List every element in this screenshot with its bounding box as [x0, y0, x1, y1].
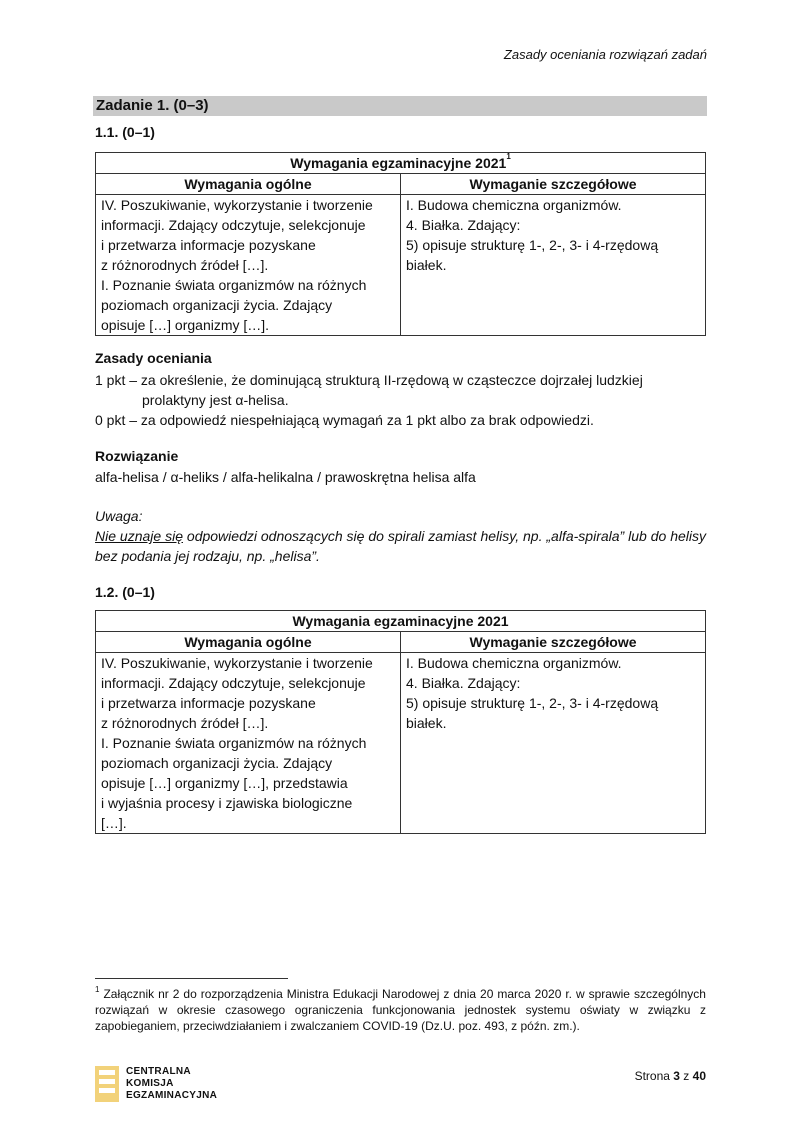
footnote-mark: 1	[95, 985, 100, 994]
solution-text: alfa-helisa / α-heliks / alfa-helikalna / prawoskrętna helisa alfa	[95, 469, 476, 485]
col-general-header: Wymagania ogólne	[96, 174, 401, 195]
col-specific-header: Wymaganie szczegółowe	[401, 632, 706, 653]
scoring-title: Zasady oceniania	[95, 350, 212, 366]
general-requirements-cell: IV. Poszukiwanie, wykorzystanie i tworzenie informacji. Zdający odczytuje, selekcjonuje i przetwarza informacje pozyskane z różnorodnych źródeł […]. I. Poznanie świata organizmów na różnych poziomach organizacji życia. Zdający opisuje […] organizmy […], przedstawia i wyjaśnia procesy i zjawiska biologiczne […].	[96, 653, 401, 834]
col-general-header: Wymagania ogólne	[96, 632, 401, 653]
col-specific-header: Wymaganie szczegółowe	[401, 174, 706, 195]
requirements-table-1-1	[95, 152, 706, 336]
score-0-rule: 0 pkt – za odpowiedź niespełniającą wymagań za 1 pkt albo za brak odpowiedzi.	[95, 412, 594, 428]
solution-title: Rozwiązanie	[95, 448, 179, 464]
scoring-rules	[95, 370, 706, 430]
table-title: Wymagania egzaminacyjne 2021$^1$	[96, 153, 706, 174]
task-title: Zadanie 1. (0–3)	[93, 96, 707, 116]
table-title: Wymagania egzaminacyjne 2021	[96, 611, 706, 632]
specific-requirements-cell: I. Budowa chemiczna organizmów. 4. Białka. Zdający: 5) opisuje strukturę 1-, 2-, 3- i 4-rzędową białek.	[401, 195, 706, 336]
note-title: Uwaga:	[95, 508, 143, 524]
cke-logo-text: CENTRALNA KOMISJA EGZAMINACYJNA	[126, 1066, 218, 1101]
page-number: Strona 3 z 40	[634, 1069, 706, 1083]
specific-requirements-cell: I. Budowa chemiczna organizmów. 4. Białka. Zdający: 5) opisuje strukturę 1-, 2-, 3- i 4-rzędową białek.	[401, 653, 706, 834]
general-requirements-cell: IV. Poszukiwanie, wykorzystanie i tworzenie informacji. Zdający odczytuje, selekcjonuje i przetwarza informacje pozyskane z różnorodnych źródeł […]. I. Poznanie świata organizmów na różnych poziomach organizacji życia. Zdający opisuje […] organizmy […].	[96, 195, 401, 336]
subtask-title-1-1: 1.1. (0–1)	[95, 124, 155, 140]
footnote-divider	[95, 978, 288, 979]
requirements-table-1-2	[95, 610, 706, 834]
subtask-title-1-2: 1.2. (0–1)	[95, 584, 155, 600]
cke-logo-icon	[95, 1066, 119, 1102]
score-1-rule: 1 pkt – za określenie, że dominującą strukturą II-rzędową w cząsteczce dojrzałej ludzkiej prolaktyny jest α-helisa.	[95, 372, 643, 408]
footnote-ref: 1	[506, 152, 511, 161]
footnote: $^1$ Załącznik nr 2 do rozporządzenia Ministra Edukacji Narodowej z dnia 20 marca 2020 r. w sprawie szczególnych rozwiązań w okresie czasowego ograniczenia funkcjonowania jednostek systemu oświaty w związku z zapobieganiem, przeciwdziałaniem i zwalczaniem COVID-19 (Dz.U. poz. 493, z późn. zm.).	[95, 985, 706, 1033]
running-header: Zasady oceniania rozwiązań zadań	[503, 47, 707, 62]
note-text: Nie uznaje się odpowiedzi odnoszących się do spirali zamiast helisy, np. „alfa-spirala” lub do helisy bez podania jej rodzaju, np. „helisa”.	[95, 528, 706, 564]
